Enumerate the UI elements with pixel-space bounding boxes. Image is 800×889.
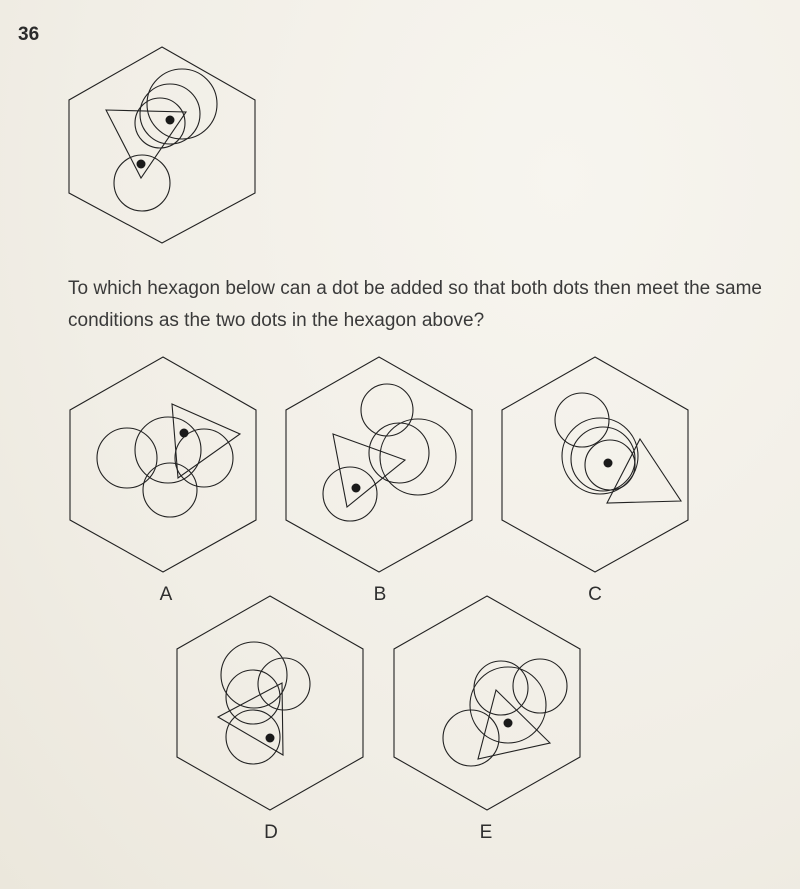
circle-shape bbox=[470, 667, 546, 743]
option-label-a: A bbox=[159, 584, 173, 605]
option-label-c: C bbox=[588, 584, 602, 605]
triangle-shape bbox=[478, 690, 550, 759]
circle-shape bbox=[513, 659, 567, 713]
option-label-e: E bbox=[479, 822, 493, 843]
question-text: To which hexagon below can a dot be added so that both dots then meet the same conditions as the two dots in the hexagon above? bbox=[68, 278, 762, 331]
circle-shape bbox=[443, 710, 499, 766]
dot bbox=[504, 719, 513, 728]
question-number: 36 bbox=[18, 24, 40, 45]
option-label-b: B bbox=[373, 584, 387, 605]
option-label-d: D bbox=[264, 822, 278, 843]
hexagon-outline bbox=[394, 596, 580, 810]
